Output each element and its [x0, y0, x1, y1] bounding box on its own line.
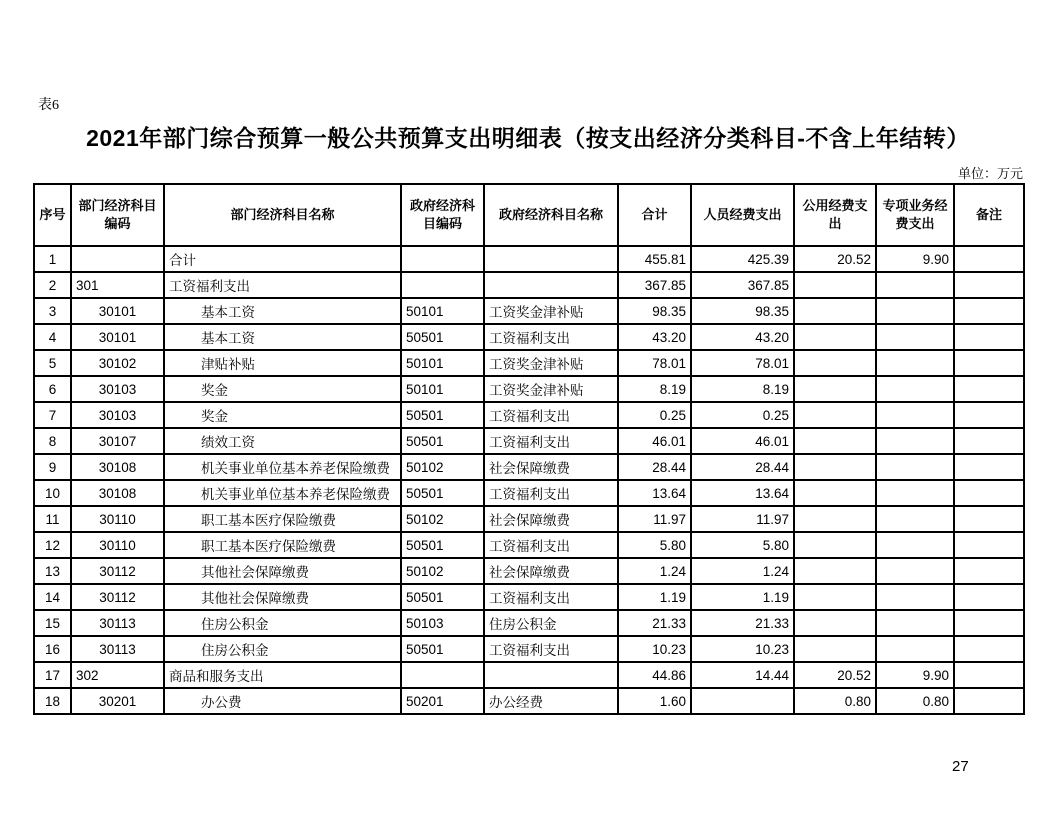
cell-seq: 13 — [34, 558, 71, 584]
cell-dept-name: 机关事业单位基本养老保险缴费 — [164, 480, 401, 506]
cell-public — [794, 610, 876, 636]
cell-total: 28.44 — [618, 454, 691, 480]
cell-dept-name: 奖金 — [164, 376, 401, 402]
cell-gov-name: 工资奖金津补贴 — [484, 350, 618, 376]
cell-personnel: 43.20 — [691, 324, 794, 350]
table-row — [34, 402, 1024, 428]
cell-dept-code: 302 — [71, 662, 164, 688]
cell-remark — [954, 350, 1024, 376]
cell-special — [876, 454, 954, 480]
cell-gov-code: 50501 — [401, 532, 484, 558]
cell-gov-code: 50501 — [401, 402, 484, 428]
table-row — [34, 584, 1024, 610]
cell-gov-code: 50501 — [401, 428, 484, 454]
cell-dept-name: 商品和服务支出 — [164, 662, 401, 688]
budget-table — [33, 183, 1025, 715]
cell-gov-name: 办公经费 — [484, 688, 618, 714]
table-row — [34, 376, 1024, 402]
cell-public — [794, 272, 876, 298]
cell-seq: 15 — [34, 610, 71, 636]
cell-dept-code: 30103 — [71, 376, 164, 402]
cell-gov-code — [401, 662, 484, 688]
cell-personnel: 11.97 — [691, 506, 794, 532]
cell-dept-name: 职工基本医疗保险缴费 — [164, 532, 401, 558]
cell-special — [876, 610, 954, 636]
cell-gov-name — [484, 662, 618, 688]
cell-remark — [954, 298, 1024, 324]
cell-seq: 9 — [34, 454, 71, 480]
col-header-special: 专项业务经费支出 — [876, 184, 954, 246]
cell-special — [876, 480, 954, 506]
cell-public — [794, 298, 876, 324]
cell-remark — [954, 376, 1024, 402]
cell-dept-code: 30201 — [71, 688, 164, 714]
cell-gov-name: 社会保障缴费 — [484, 558, 618, 584]
cell-dept-code — [71, 246, 164, 272]
table-row — [34, 662, 1024, 688]
cell-personnel: 0.25 — [691, 402, 794, 428]
col-header-gov-name: 政府经济科目名称 — [484, 184, 618, 246]
cell-remark — [954, 454, 1024, 480]
cell-total: 367.85 — [618, 272, 691, 298]
cell-seq: 14 — [34, 584, 71, 610]
cell-dept-code: 30110 — [71, 532, 164, 558]
table-row — [34, 350, 1024, 376]
cell-public — [794, 402, 876, 428]
cell-gov-name: 工资福利支出 — [484, 428, 618, 454]
cell-personnel: 98.35 — [691, 298, 794, 324]
cell-special — [876, 298, 954, 324]
cell-special — [876, 324, 954, 350]
cell-dept-name: 工资福利支出 — [164, 272, 401, 298]
cell-gov-name: 社会保障缴费 — [484, 454, 618, 480]
table-row — [34, 246, 1024, 272]
cell-public — [794, 506, 876, 532]
unit-note: 单位：万元 — [957, 166, 1023, 181]
cell-total: 8.19 — [618, 376, 691, 402]
col-header-gov-code: 政府经济科目编码 — [401, 184, 484, 246]
col-header-personnel: 人员经费支出 — [691, 184, 794, 246]
cell-gov-code: 50501 — [401, 636, 484, 662]
cell-special — [876, 506, 954, 532]
cell-public — [794, 480, 876, 506]
cell-remark — [954, 246, 1024, 272]
cell-public: 20.52 — [794, 246, 876, 272]
cell-dept-code: 30112 — [71, 558, 164, 584]
cell-total: 10.23 — [618, 636, 691, 662]
cell-special — [876, 532, 954, 558]
table-row — [34, 298, 1024, 324]
cell-total: 0.25 — [618, 402, 691, 428]
page-number: 27 — [952, 758, 969, 775]
cell-personnel: 367.85 — [691, 272, 794, 298]
cell-seq: 1 — [34, 246, 71, 272]
table-row — [34, 454, 1024, 480]
cell-total: 5.80 — [618, 532, 691, 558]
cell-remark — [954, 506, 1024, 532]
cell-seq: 4 — [34, 324, 71, 350]
cell-gov-code — [401, 272, 484, 298]
cell-public — [794, 324, 876, 350]
cell-personnel: 13.64 — [691, 480, 794, 506]
cell-gov-code: 50102 — [401, 558, 484, 584]
cell-dept-name: 机关事业单位基本养老保险缴费 — [164, 454, 401, 480]
cell-dept-name: 职工基本医疗保险缴费 — [164, 506, 401, 532]
cell-gov-name: 工资福利支出 — [484, 636, 618, 662]
cell-gov-name: 工资福利支出 — [484, 402, 618, 428]
cell-gov-name: 工资福利支出 — [484, 532, 618, 558]
cell-special — [876, 350, 954, 376]
cell-gov-name — [484, 272, 618, 298]
cell-special — [876, 376, 954, 402]
cell-gov-name: 工资福利支出 — [484, 584, 618, 610]
cell-gov-code: 50501 — [401, 324, 484, 350]
cell-gov-name: 工资福利支出 — [484, 480, 618, 506]
cell-public — [794, 376, 876, 402]
cell-dept-code: 30107 — [71, 428, 164, 454]
cell-total: 46.01 — [618, 428, 691, 454]
cell-personnel: 21.33 — [691, 610, 794, 636]
table-row — [34, 688, 1024, 714]
cell-gov-name: 工资福利支出 — [484, 324, 618, 350]
cell-dept-name: 其他社会保障缴费 — [164, 584, 401, 610]
cell-remark — [954, 428, 1024, 454]
cell-public — [794, 532, 876, 558]
cell-gov-code: 50501 — [401, 584, 484, 610]
cell-dept-code: 30110 — [71, 506, 164, 532]
cell-seq: 17 — [34, 662, 71, 688]
cell-seq: 12 — [34, 532, 71, 558]
cell-personnel: 8.19 — [691, 376, 794, 402]
cell-public — [794, 558, 876, 584]
cell-special — [876, 428, 954, 454]
cell-dept-name: 其他社会保障缴费 — [164, 558, 401, 584]
cell-gov-code: 50101 — [401, 376, 484, 402]
cell-dept-name: 绩效工资 — [164, 428, 401, 454]
cell-remark — [954, 324, 1024, 350]
cell-dept-name: 办公费 — [164, 688, 401, 714]
cell-total: 44.86 — [618, 662, 691, 688]
cell-remark — [954, 558, 1024, 584]
cell-public — [794, 584, 876, 610]
cell-personnel: 46.01 — [691, 428, 794, 454]
cell-special — [876, 402, 954, 428]
table-row — [34, 636, 1024, 662]
cell-gov-code: 50101 — [401, 350, 484, 376]
table-row — [34, 324, 1024, 350]
cell-special — [876, 272, 954, 298]
cell-seq: 16 — [34, 636, 71, 662]
cell-total: 21.33 — [618, 610, 691, 636]
cell-dept-code: 30108 — [71, 480, 164, 506]
table-row — [34, 272, 1024, 298]
cell-special: 0.80 — [876, 688, 954, 714]
cell-gov-code: 50501 — [401, 480, 484, 506]
cell-dept-name: 基本工资 — [164, 324, 401, 350]
cell-dept-name: 合计 — [164, 246, 401, 272]
cell-remark — [954, 636, 1024, 662]
cell-remark — [954, 402, 1024, 428]
cell-seq: 11 — [34, 506, 71, 532]
cell-remark — [954, 688, 1024, 714]
cell-remark — [954, 480, 1024, 506]
col-header-seq: 序号 — [34, 184, 71, 246]
cell-remark — [954, 584, 1024, 610]
table-row — [34, 480, 1024, 506]
cell-seq: 2 — [34, 272, 71, 298]
cell-total: 13.64 — [618, 480, 691, 506]
cell-gov-code: 50102 — [401, 454, 484, 480]
cell-special — [876, 558, 954, 584]
cell-personnel: 28.44 — [691, 454, 794, 480]
col-header-total: 合计 — [618, 184, 691, 246]
cell-remark — [954, 610, 1024, 636]
cell-total: 455.81 — [618, 246, 691, 272]
cell-special: 9.90 — [876, 246, 954, 272]
cell-personnel: 10.23 — [691, 636, 794, 662]
cell-public — [794, 454, 876, 480]
cell-personnel: 78.01 — [691, 350, 794, 376]
cell-special: 9.90 — [876, 662, 954, 688]
col-header-dept-name: 部门经济科目名称 — [164, 184, 401, 246]
table-label: 表6 — [38, 98, 59, 113]
cell-seq: 18 — [34, 688, 71, 714]
cell-gov-code: 50102 — [401, 506, 484, 532]
col-header-remark: 备注 — [954, 184, 1024, 246]
cell-total: 11.97 — [618, 506, 691, 532]
cell-gov-name: 住房公积金 — [484, 610, 618, 636]
cell-special — [876, 584, 954, 610]
cell-special — [876, 636, 954, 662]
cell-dept-code: 30101 — [71, 324, 164, 350]
table-row — [34, 428, 1024, 454]
cell-personnel: 1.24 — [691, 558, 794, 584]
cell-dept-code: 30102 — [71, 350, 164, 376]
cell-public — [794, 428, 876, 454]
cell-personnel — [691, 688, 794, 714]
cell-personnel: 1.19 — [691, 584, 794, 610]
cell-public — [794, 636, 876, 662]
cell-gov-code — [401, 246, 484, 272]
cell-total: 1.24 — [618, 558, 691, 584]
cell-seq: 8 — [34, 428, 71, 454]
table-header — [34, 184, 1024, 246]
header-row — [34, 184, 1024, 246]
cell-dept-code: 30108 — [71, 454, 164, 480]
cell-seq: 6 — [34, 376, 71, 402]
table-row — [34, 610, 1024, 636]
cell-remark — [954, 272, 1024, 298]
cell-dept-code: 30101 — [71, 298, 164, 324]
cell-dept-code: 30113 — [71, 636, 164, 662]
cell-total: 1.19 — [618, 584, 691, 610]
cell-dept-code: 301 — [71, 272, 164, 298]
cell-remark — [954, 532, 1024, 558]
cell-dept-name: 住房公积金 — [164, 610, 401, 636]
cell-gov-name: 社会保障缴费 — [484, 506, 618, 532]
cell-total: 78.01 — [618, 350, 691, 376]
cell-public — [794, 350, 876, 376]
page-title: 2021年部门综合预算一般公共预算支出明细表（按支出经济分类科目-不含上年结转） — [86, 125, 970, 151]
col-header-public: 公用经费支出 — [794, 184, 876, 246]
cell-dept-code: 30103 — [71, 402, 164, 428]
cell-gov-name — [484, 246, 618, 272]
cell-seq: 3 — [34, 298, 71, 324]
cell-public: 20.52 — [794, 662, 876, 688]
cell-seq: 10 — [34, 480, 71, 506]
cell-seq: 5 — [34, 350, 71, 376]
cell-remark — [954, 662, 1024, 688]
cell-personnel: 5.80 — [691, 532, 794, 558]
cell-personnel: 425.39 — [691, 246, 794, 272]
cell-gov-code: 50103 — [401, 610, 484, 636]
cell-gov-code: 50101 — [401, 298, 484, 324]
table-row — [34, 506, 1024, 532]
cell-seq: 7 — [34, 402, 71, 428]
cell-dept-code: 30113 — [71, 610, 164, 636]
cell-dept-name: 津贴补贴 — [164, 350, 401, 376]
cell-dept-name: 奖金 — [164, 402, 401, 428]
cell-gov-name: 工资奖金津补贴 — [484, 298, 618, 324]
cell-total: 43.20 — [618, 324, 691, 350]
cell-total: 1.60 — [618, 688, 691, 714]
cell-public: 0.80 — [794, 688, 876, 714]
cell-total: 98.35 — [618, 298, 691, 324]
table-body — [34, 246, 1024, 714]
cell-gov-code: 50201 — [401, 688, 484, 714]
cell-personnel: 14.44 — [691, 662, 794, 688]
table-row — [34, 532, 1024, 558]
cell-gov-name: 工资奖金津补贴 — [484, 376, 618, 402]
table-row — [34, 558, 1024, 584]
cell-dept-name: 基本工资 — [164, 298, 401, 324]
cell-dept-code: 30112 — [71, 584, 164, 610]
cell-dept-name: 住房公积金 — [164, 636, 401, 662]
col-header-dept-code: 部门经济科目编码 — [71, 184, 164, 246]
